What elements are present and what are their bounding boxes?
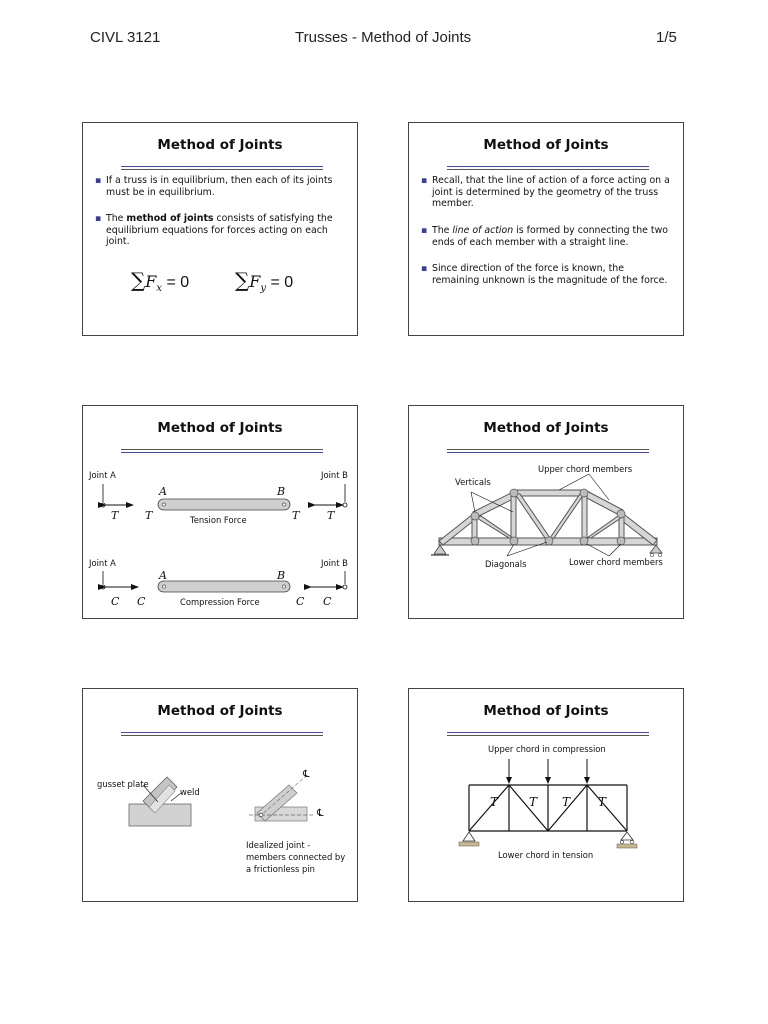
- roller-support-icon: [650, 545, 662, 557]
- slide-title: Method of Joints: [483, 137, 609, 153]
- bold-term: method of joints: [126, 213, 214, 224]
- italic-term: line of action: [452, 225, 514, 236]
- upper-chord-segment: [513, 490, 585, 496]
- tension-t-label: T: [292, 509, 300, 522]
- member-force-diagram: [83, 406, 357, 618]
- bullet-dot-icon: ▪: [421, 175, 428, 186]
- title-rule: [447, 166, 649, 170]
- bullet-text: Recall, that the line of action of a force acting on a joint is determined by the geometry of the truss member.: [432, 175, 670, 210]
- tension-t-label: T: [598, 795, 607, 809]
- compression-c-label: C: [137, 595, 146, 608]
- slide-4: [408, 405, 684, 619]
- tension-t-label: T: [145, 509, 153, 522]
- diagonal-member: [515, 494, 550, 538]
- idealized-joint: [249, 777, 315, 821]
- diagonal-member: [477, 516, 513, 538]
- subscript: y: [260, 283, 267, 295]
- bridge-truss-diagram: [409, 406, 683, 618]
- weld-label: weld: [180, 787, 200, 797]
- slide-6: [408, 688, 684, 902]
- page-title: Trusses - Method of Joints: [295, 29, 472, 46]
- slide-title: Method of Joints: [157, 420, 283, 436]
- verticals-label: Verticals: [455, 477, 491, 487]
- end-b-label: B: [277, 485, 286, 498]
- page-number: 1/5: [656, 29, 677, 46]
- tension-member-row: [101, 484, 347, 510]
- sum-symbol: ∑: [131, 268, 146, 292]
- compression-c-label: C: [323, 595, 332, 608]
- compression-member-row: [101, 571, 347, 592]
- vertical-member: [511, 494, 516, 540]
- bullet: [421, 225, 673, 248]
- equation-sum-fx: [131, 268, 189, 294]
- bullet-dot-icon: ▪: [421, 225, 428, 236]
- lower-chord-label: Lower chord members: [569, 557, 663, 567]
- slide-title: Method of Joints: [483, 420, 609, 436]
- truss-member-bar: [158, 581, 290, 592]
- end-b-label: B: [277, 569, 286, 582]
- bullet-text: Since direction of the force is known, the remaining unknown is the magnitude of the force.: [432, 263, 668, 286]
- upper-chord-segment: [583, 490, 623, 516]
- tension-t-label: T: [490, 795, 499, 809]
- upper-chord-label: Upper chord members: [538, 464, 633, 474]
- force-symbol: F: [145, 272, 157, 291]
- bullet-dot-icon: ▪: [95, 175, 102, 186]
- upper-chord-label: Upper chord in compression: [488, 744, 606, 754]
- centerline-symbol: ℄: [317, 808, 324, 819]
- text-span: is formed by connecting the two ends of each member with a straight line.: [432, 225, 668, 248]
- slide-1: [82, 122, 358, 336]
- tension-t-label: T: [327, 509, 335, 522]
- bullet-text: [421, 225, 673, 248]
- roller-support-icon: [617, 832, 637, 848]
- course-code: CIVL 3121: [90, 29, 161, 46]
- diagonal-member: [550, 494, 584, 538]
- joint-a-label: Joint A: [89, 558, 116, 568]
- bullet-text: If a truss is in equilibrium, then each of its joints must be in equilibrium.: [106, 175, 333, 198]
- gusset-plate-label: gusset plate: [97, 779, 149, 789]
- bullet-text: [95, 213, 347, 248]
- joint-a-label: Joint A: [89, 470, 116, 480]
- slide-title: Method of Joints: [157, 137, 283, 153]
- sum-symbol: ∑: [235, 268, 250, 292]
- bullet: [421, 263, 673, 286]
- text-span: The: [432, 225, 453, 236]
- truss-member-bar: [158, 499, 290, 510]
- slide-3: [82, 405, 358, 619]
- equals-zero: = 0: [162, 274, 190, 291]
- force-symbol: F: [249, 272, 261, 291]
- slide-5: [82, 688, 358, 902]
- bullet: [95, 213, 347, 248]
- diagonals-label: Diagonals: [485, 559, 527, 569]
- end-a-label: A: [159, 569, 167, 582]
- idealized-joint-caption: a frictionless pin: [246, 864, 315, 874]
- title-rule: [121, 166, 323, 170]
- equation-sum-fy: [235, 268, 293, 294]
- centerline-symbol: ℄: [303, 769, 310, 780]
- tension-t-label: T: [529, 795, 538, 809]
- end-a-label: A: [159, 485, 167, 498]
- joint-detail-diagram: [83, 689, 357, 901]
- bullet: [421, 175, 673, 210]
- pin-support-icon: [431, 545, 449, 555]
- idealized-joint-caption: members connected by: [246, 852, 346, 862]
- slide-title: Method of Joints: [157, 703, 283, 719]
- bullet: [95, 175, 347, 198]
- text-span: consists of satisfying the equilibrium equations for forces acting on each joint.: [106, 213, 333, 248]
- compression-force-label: Compression Force: [180, 597, 260, 607]
- joint-b-label: Joint B: [321, 470, 348, 480]
- bullet-dot-icon: ▪: [95, 213, 102, 224]
- idealized-joint-caption: Idealized joint -: [246, 840, 311, 850]
- lower-chord-label: Lower chord in tension: [498, 850, 594, 860]
- equals-zero: = 0: [266, 274, 294, 291]
- compression-c-label: C: [111, 595, 120, 608]
- vertical-member: [582, 494, 587, 540]
- slide-title: Method of Joints: [483, 703, 609, 719]
- tension-t-label: T: [111, 509, 119, 522]
- tension-t-label: T: [562, 795, 571, 809]
- text-span: The: [106, 213, 127, 224]
- tension-force-label: Tension Force: [190, 515, 247, 525]
- joint-b-label: Joint B: [321, 558, 348, 568]
- bullet-dot-icon: ▪: [421, 263, 428, 274]
- slide-2: [408, 122, 684, 336]
- pratt-truss-diagram: [409, 689, 683, 901]
- subscript: x: [156, 283, 163, 295]
- diagonal-member: [587, 516, 621, 538]
- pin-support-icon: [459, 832, 479, 846]
- compression-c-label: C: [296, 595, 305, 608]
